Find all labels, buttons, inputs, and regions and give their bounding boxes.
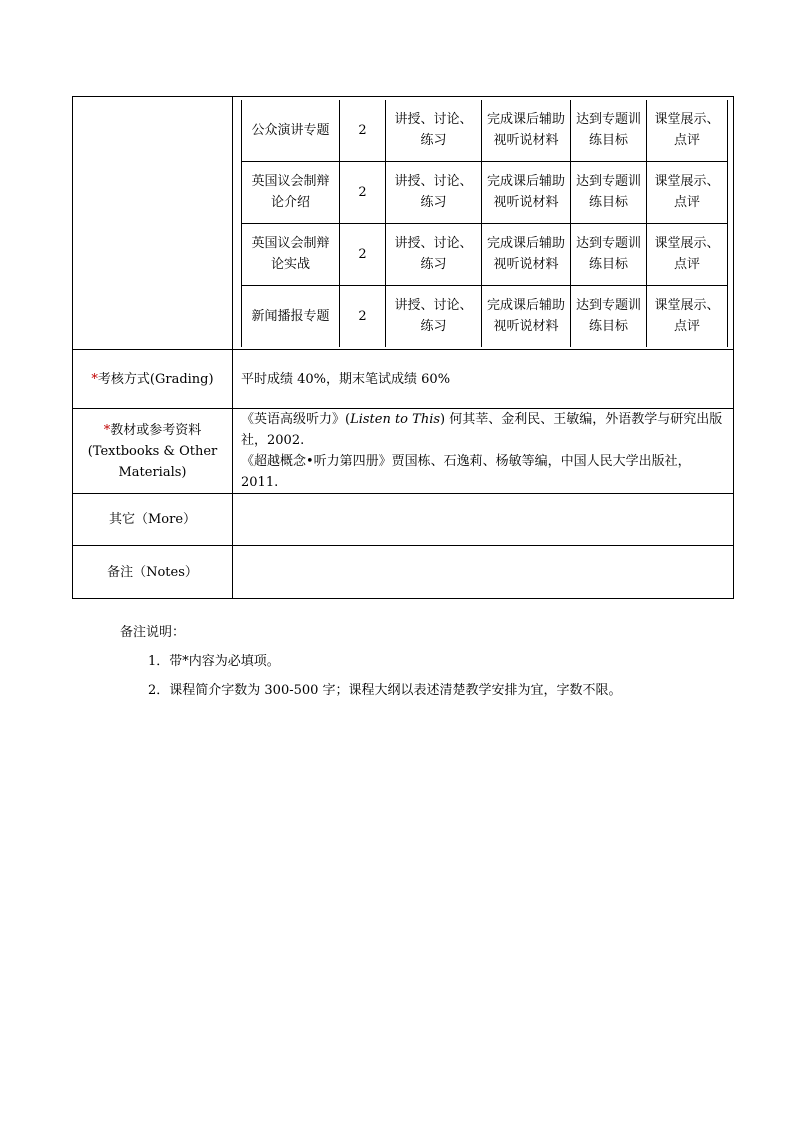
- topic-hours: 2: [340, 223, 386, 285]
- topic-goal: 达到专题训练目标: [571, 161, 647, 223]
- topic-row: [242, 223, 728, 285]
- topic-homework: 完成课后辅助视听说材料: [482, 223, 571, 285]
- notes-value: [233, 546, 734, 599]
- topic-name: 公众演讲专题: [242, 100, 340, 162]
- topic-method: 讲授、讨论、练习: [386, 100, 482, 162]
- materials-label-en1: (Textbooks & Other: [87, 443, 218, 459]
- schedule-content-cell: [233, 97, 734, 350]
- more-label: 其它（More）: [73, 494, 233, 546]
- topic-goal: 达到专题训练目标: [571, 223, 647, 285]
- grading-value: 平时成绩 40%，期末笔试成绩 60%: [233, 350, 734, 409]
- topic-hours: 2: [340, 161, 386, 223]
- notes-row: [73, 546, 734, 599]
- topic-row: [242, 285, 728, 347]
- topic-hours: 2: [340, 100, 386, 162]
- topic-goal: 达到专题训练目标: [571, 285, 647, 347]
- book-title: Listen to This: [350, 412, 441, 427]
- topic-homework: 完成课后辅助视听说材料: [482, 161, 571, 223]
- topic-assessment: 课堂展示、点评: [647, 223, 728, 285]
- topic-assessment: 课堂展示、点评: [647, 161, 728, 223]
- materials-row: [73, 409, 734, 494]
- topic-assessment: 课堂展示、点评: [647, 100, 728, 162]
- materials-value: [233, 409, 734, 494]
- topic-method: 讲授、讨论、练习: [386, 161, 482, 223]
- topic-name: 新闻播报专题: [242, 285, 340, 347]
- topic-name: 英国议会制辩论实战: [242, 223, 340, 285]
- reference-book-1: 《英语高级听力》(Listen to This) 何其莘、金利民、王敏编，外语教学与研究出版社，2002.: [241, 412, 723, 448]
- grading-row: [73, 350, 734, 409]
- topic-name: 英国议会制辩论介绍: [242, 161, 340, 223]
- required-asterisk: *: [103, 422, 111, 438]
- grading-label: [73, 350, 233, 409]
- topic-homework: 完成课后辅助视听说材料: [482, 285, 571, 347]
- required-asterisk: *: [91, 371, 98, 387]
- topic-homework: 完成课后辅助视听说材料: [482, 100, 571, 162]
- topic-method: 讲授、讨论、练习: [386, 223, 482, 285]
- materials-label: [73, 409, 233, 494]
- topic-table: [241, 100, 728, 347]
- footnotes-title: 备注说明：: [120, 625, 186, 640]
- topic-assessment: 课堂展示、点评: [647, 285, 728, 347]
- topic-row: [242, 161, 728, 223]
- syllabus-table: [72, 96, 734, 599]
- topic-method: 讲授、讨论、练习: [386, 285, 482, 347]
- grading-label-text: 考核方式(Grading): [97, 371, 214, 387]
- materials-label-cn: 教材或参考资料: [110, 422, 202, 438]
- more-value: [233, 494, 734, 546]
- schedule-label-cell: [73, 97, 233, 350]
- notes-label: 备注（Notes）: [73, 546, 233, 599]
- topic-goal: 达到专题训练目标: [571, 100, 647, 162]
- schedule-row: [73, 97, 734, 350]
- more-row: [73, 494, 734, 546]
- footnotes: [120, 622, 622, 701]
- topic-hours: 2: [340, 285, 386, 347]
- footnote-item: 2．课程简介字数为 300-500 字；课程大纲以表述清楚教学安排为宜，字数不限。: [148, 683, 622, 698]
- reference-book-2: 《超越概念•听力第四册》贾国栋、石逸莉、杨敏等编，中国人民大学出版社，2011.: [241, 454, 691, 490]
- topic-row: [242, 100, 728, 162]
- footnote-item: 1．带*内容为必填项。: [148, 654, 280, 669]
- materials-label-en2: Materials): [118, 464, 187, 480]
